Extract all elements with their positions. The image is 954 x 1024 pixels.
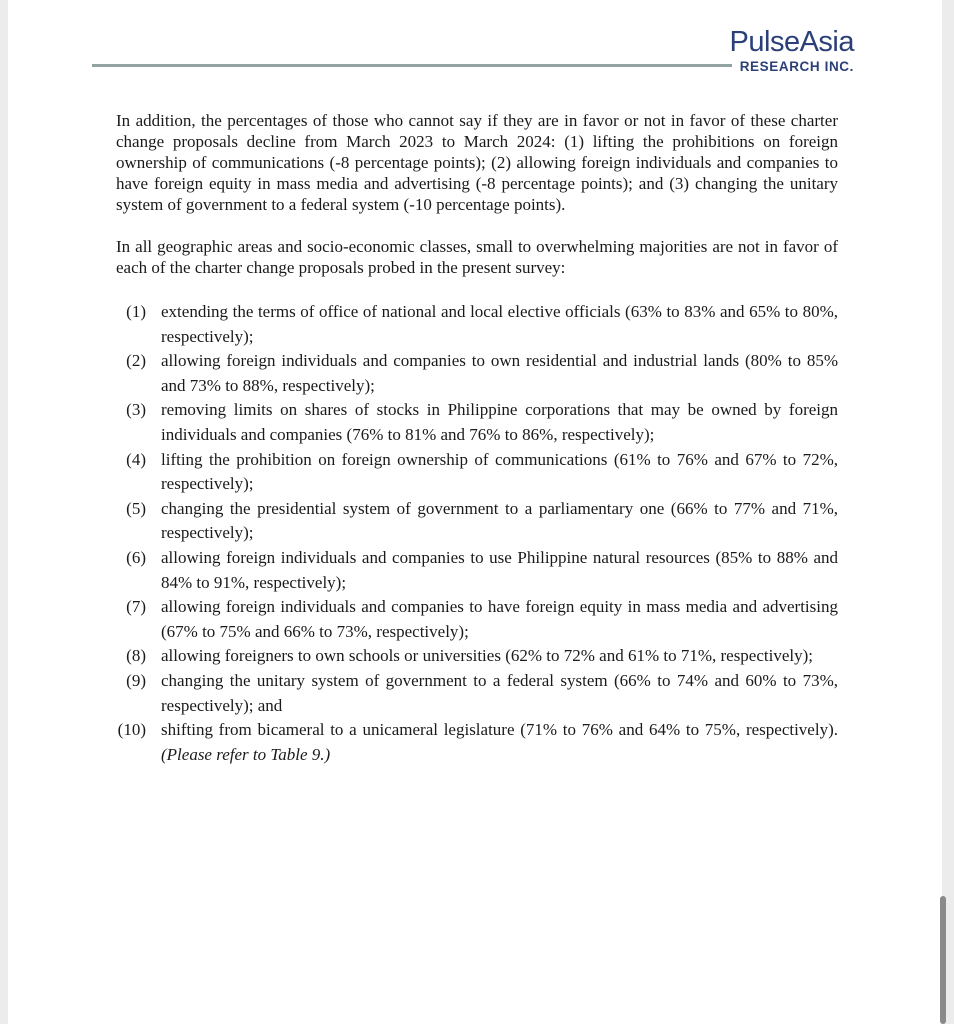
logo-subtitle-text: RESEARCH INC. — [739, 59, 854, 74]
list-item — [116, 546, 838, 595]
list-item-number: (2) — [126, 351, 146, 371]
list-item-text: removing limits on shares of stocks in Philippine corporations that may be owned by foreign individuals and companies (76% to 81% and 76% to 86%, respectively); — [161, 400, 838, 444]
list-item-number: (1) — [126, 302, 146, 321]
list-item-text: allowing foreigners to own schools or universities (62% to 72% and 61% to 71%, respectively); — [161, 646, 814, 666]
paragraph-majorities-not-in-favor: In all geographic areas and socio-economic classes, small to overwhelming majorities are not in favor of each of the charter change proposals probed in the present survey: — [116, 237, 838, 277]
pulse-asia-logo — [730, 28, 854, 74]
list-item-number: (6) — [126, 547, 146, 567]
list-item-number: (3) — [126, 400, 146, 420]
list-item — [116, 497, 838, 546]
document-page — [8, 0, 942, 1024]
list-item-text: lifting the prohibition on foreign ownership of communications (61% to 76% and 67% to 72%, respectively); — [161, 449, 838, 494]
list-item — [116, 448, 838, 497]
list-item — [116, 669, 838, 718]
list-item-text: shifting from bicameral to a unicameral legislature (71% to 76% and 64% to 75%, respectively). — [161, 720, 838, 740]
list-item-number: (5) — [126, 498, 146, 518]
table-reference-note: (Please refer to Table 9.) — [161, 744, 331, 764]
list-item — [116, 644, 838, 669]
list-item — [116, 349, 838, 398]
paragraph-undecided-decline: In addition, the percentages of those who cannot say if they are in favor or not in favor of these charter change proposals decline from March 2023 to March 2024: (1) lifting the prohibitions on foreign ownership of communications (-8 percentage points); (2) allowing foreign individuals and companies to have foreign equity in mass media and advertising (-8 percentage points); and (3) changing the unitary system of government to a federal system (-10 percentage points). — [116, 111, 838, 214]
header-divider — [92, 64, 732, 67]
list-item-text: allowing foreign individuals and companies to use Philippine natural resources (85% to 88% and 84% to 91%, respectively); — [161, 547, 838, 592]
list-item-text: extending the terms of office of national and local elective officials (63% to 83% and 65% to 80%, respectively); — [161, 302, 838, 346]
list-item — [116, 398, 838, 447]
list-item-text: changing the presidential system of government to a parliamentary one (66% to 77% and 71%, respectively); — [161, 498, 838, 543]
list-item-number: (4) — [126, 449, 146, 469]
list-item-text: changing the unitary system of government to a federal system (66% to 74% and 60% to 73%, respectively); and — [161, 670, 838, 715]
list-item — [116, 300, 838, 349]
vertical-scrollbar[interactable] — [940, 896, 946, 1024]
list-item-number: (8) — [126, 646, 146, 666]
list-item-text: allowing foreign individuals and companies to own residential and industrial lands (80% to 85% and 73% to 88%, respectively); — [161, 351, 838, 395]
list-item — [116, 718, 838, 767]
list-item-number: (7) — [126, 597, 146, 617]
logo-brand-text: PulseAsia — [729, 26, 854, 58]
list-item-text: allowing foreign individuals and companies to have foreign equity in mass media and advertising (67% to 75% and 66% to 73%, respectively); — [161, 597, 838, 641]
list-item-number: (9) — [126, 670, 146, 690]
list-item-number: (10) — [117, 720, 146, 740]
document-body — [116, 110, 838, 767]
charter-change-proposal-list — [116, 300, 838, 767]
list-item — [116, 595, 838, 644]
